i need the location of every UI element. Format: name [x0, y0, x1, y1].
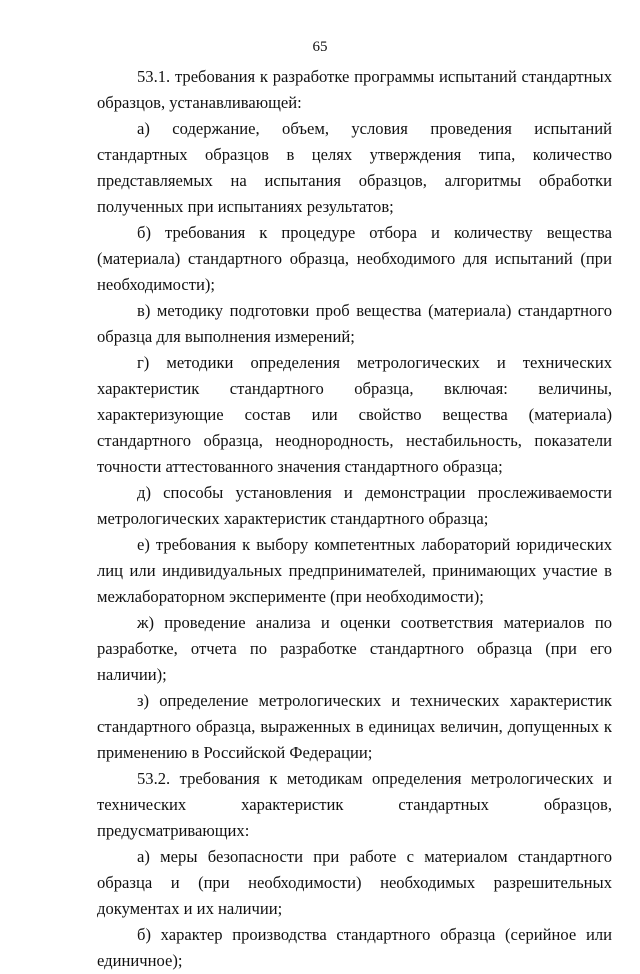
paragraph-item-v: в) методику подготовки проб вещества (материала) стандартного образца для выполнения измерений; [97, 301, 612, 346]
document-body [97, 64, 612, 974]
paragraph-item-e: е) требования к выбору компетентных лабораторий юридических лиц или индивидуальных предпринимателей, принимающих участие в межлабораторном эксперименте (при необходимости); [97, 535, 612, 606]
paragraph-53-2: 53.2. требования к методикам определения метрологических и технических характеристик стандартных образцов, предусматривающих: [97, 769, 612, 840]
paragraph-item-z: з) определение метрологических и технических характеристик стандартного образца, выраженных в единицах величин, допущенных к применению в Российской Федерации; [97, 691, 612, 762]
paragraph-53-1: 53.1. требования к разработке программы испытаний стандартных образцов, устанавливающей: [97, 67, 612, 112]
paragraph-item-g: г) методики определения метрологических и технических характеристик стандартного образца, включая: величины, характеризующие состав или свойство вещества (материала) стандартного образца, неоднородность, нестабильность, показатели точности аттестованного значения стандартного образца; [97, 353, 612, 476]
paragraph-53-2-item-b: б) характер производства стандартного образца (серийное или единичное); [97, 925, 612, 970]
paragraph-item-d: д) способы установления и демонстрации прослеживаемости метрологических характеристик стандартного образца; [97, 483, 612, 528]
paragraph-item-b: б) требования к процедуре отбора и количеству вещества (материала) стандартного образца, необходимого для испытаний (при необходимости); [97, 223, 612, 294]
paragraph-53-2-item-a: а) меры безопасности при работе с материалом стандартного образца и (при необходимости) необходимых разрешительных документах и их наличии; [97, 847, 612, 918]
paragraph-item-a: а) содержание, объем, условия проведения испытаний стандартных образцов в целях утверждения типа, количество представляемых на испытания образцов, алгоритмы обработки полученных при испытаниях результатов; [97, 119, 612, 216]
paragraph-item-zh: ж) проведение анализа и оценки соответствия материалов по разработке, отчета по разработке стандартного образца (при его наличии); [97, 613, 612, 684]
page-number: 65 [312, 39, 328, 55]
